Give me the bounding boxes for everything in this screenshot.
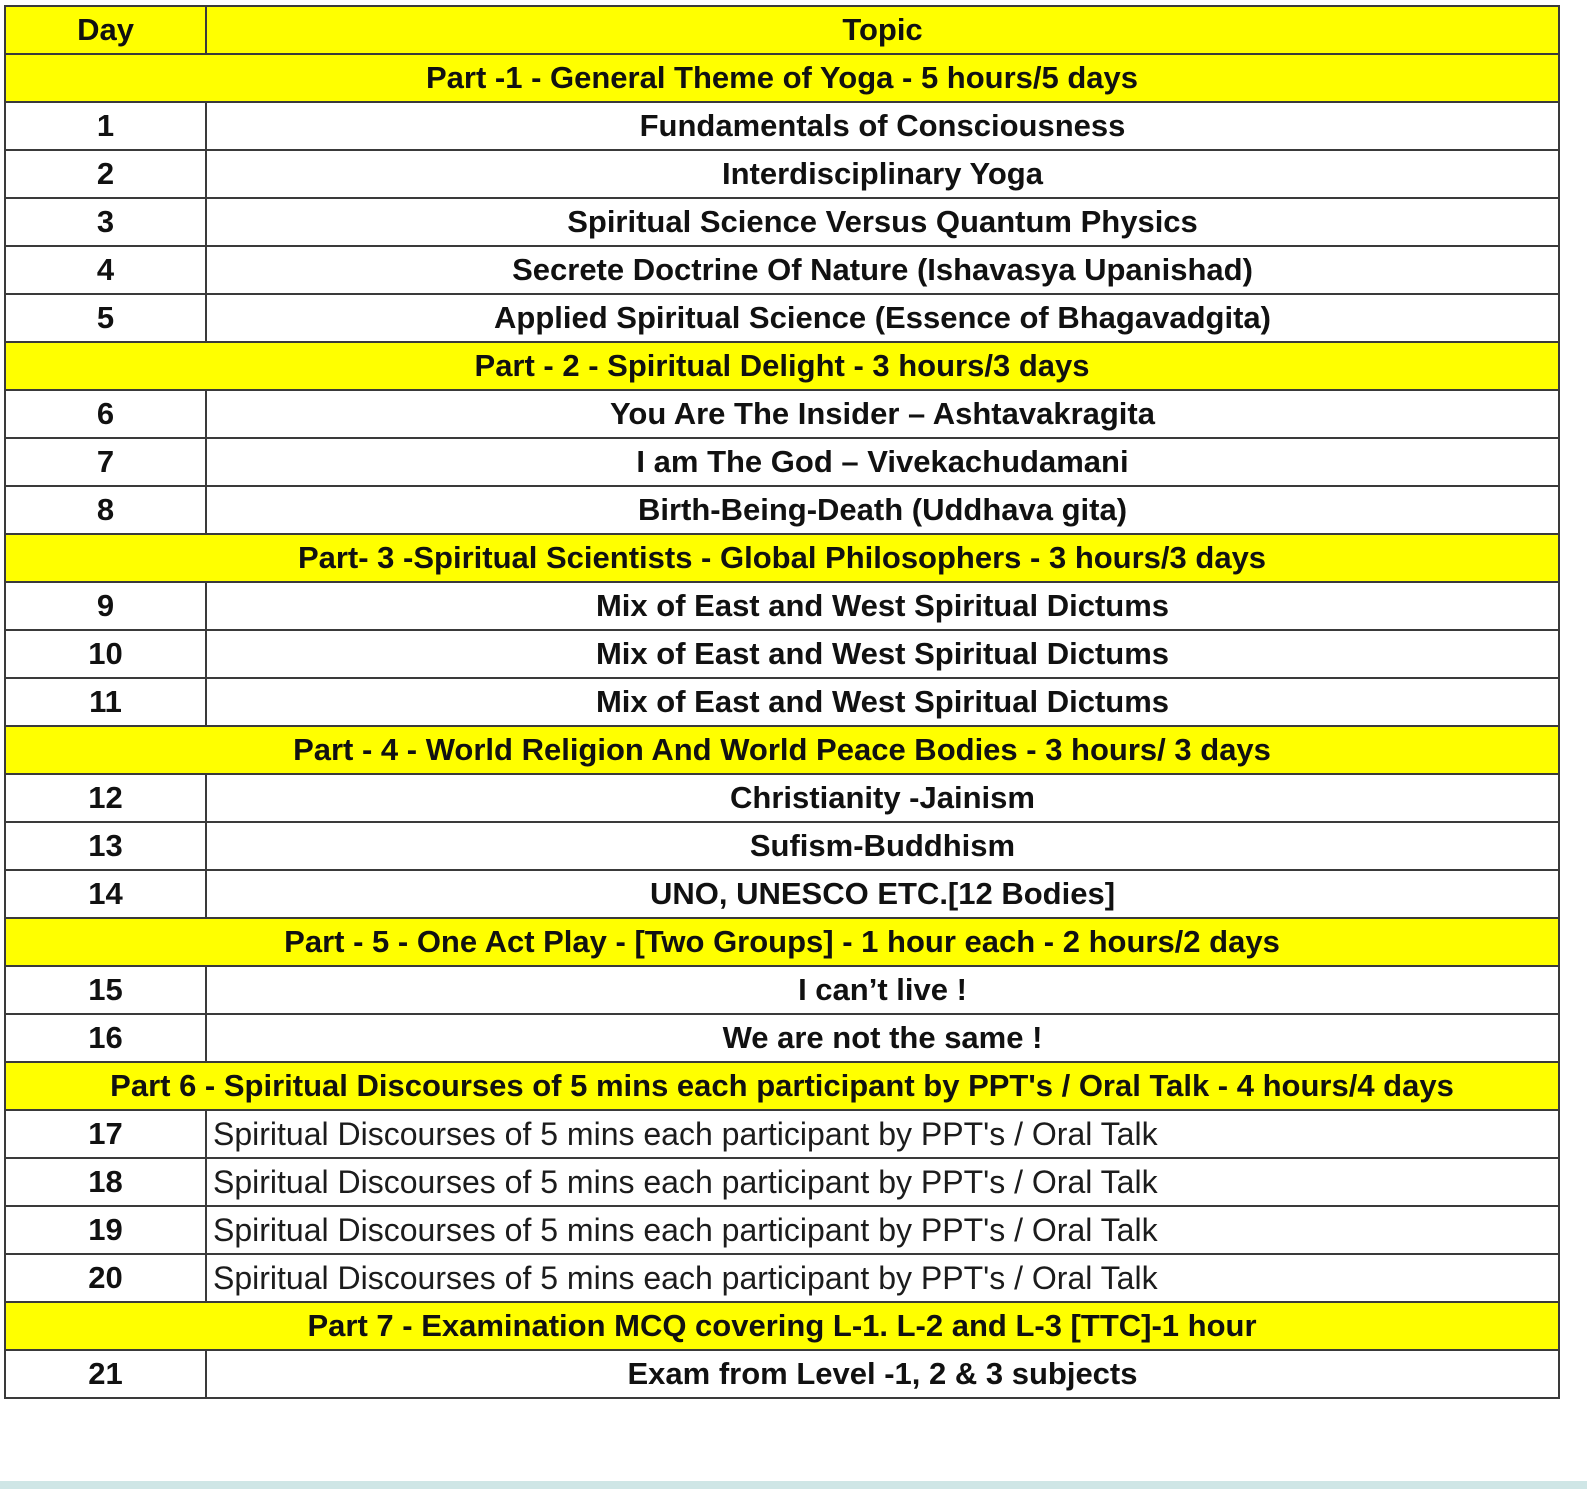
day-cell: 8 — [5, 486, 206, 534]
part-row — [5, 1302, 1559, 1350]
part-title: Part- 3 -Spiritual Scientists - Global Philosophers - 3 hours/3 days — [5, 534, 1559, 582]
table-row — [5, 870, 1559, 918]
day-cell: 10 — [5, 630, 206, 678]
topic-cell: Birth-Being-Death (Uddhava gita) — [206, 486, 1559, 534]
topic-cell: Mix of East and West Spiritual Dictums — [206, 630, 1559, 678]
topic-cell: Applied Spiritual Science (Essence of Bhagavadgita) — [206, 294, 1559, 342]
topic-cell: Exam from Level -1, 2 & 3 subjects — [206, 1350, 1559, 1398]
day-cell: 5 — [5, 294, 206, 342]
part-title: Part 6 - Spiritual Discourses of 5 mins each participant by PPT's / Oral Talk - 4 hours/4 days — [5, 1062, 1559, 1110]
topic-cell: We are not the same ! — [206, 1014, 1559, 1062]
topic-cell: I can’t live ! — [206, 966, 1559, 1014]
table-row — [5, 1254, 1559, 1302]
day-cell: 15 — [5, 966, 206, 1014]
part-title: Part - 5 - One Act Play - [Two Groups] - 1 hour each - 2 hours/2 days — [5, 918, 1559, 966]
header-day: Day — [5, 6, 206, 54]
part-row — [5, 534, 1559, 582]
table-row — [5, 198, 1559, 246]
table-row — [5, 1014, 1559, 1062]
table-row — [5, 246, 1559, 294]
topic-cell: Spiritual Discourses of 5 mins each participant by PPT's / Oral Talk — [206, 1158, 1559, 1206]
day-cell: 13 — [5, 822, 206, 870]
day-cell: 16 — [5, 1014, 206, 1062]
bottom-strip — [0, 1481, 1587, 1489]
part-row — [5, 342, 1559, 390]
day-cell: 21 — [5, 1350, 206, 1398]
table-row — [5, 294, 1559, 342]
table-row — [5, 486, 1559, 534]
table-row — [5, 1350, 1559, 1398]
day-cell: 17 — [5, 1110, 206, 1158]
day-cell: 14 — [5, 870, 206, 918]
table-row — [5, 1158, 1559, 1206]
part-row — [5, 1062, 1559, 1110]
day-cell: 2 — [5, 150, 206, 198]
table-row — [5, 822, 1559, 870]
part-title: Part - 4 - World Religion And World Peace Bodies - 3 hours/ 3 days — [5, 726, 1559, 774]
table-row — [5, 102, 1559, 150]
topic-cell: Secrete Doctrine Of Nature (Ishavasya Upanishad) — [206, 246, 1559, 294]
part-title: Part -1 - General Theme of Yoga - 5 hours/5 days — [5, 54, 1559, 102]
day-cell: 4 — [5, 246, 206, 294]
day-cell: 18 — [5, 1158, 206, 1206]
topic-cell: UNO, UNESCO ETC.[12 Bodies] — [206, 870, 1559, 918]
day-cell: 20 — [5, 1254, 206, 1302]
schedule-table — [4, 5, 1560, 1399]
day-cell: 1 — [5, 102, 206, 150]
table-row — [5, 438, 1559, 486]
topic-cell: You Are The Insider – Ashtavakragita — [206, 390, 1559, 438]
topic-cell: Mix of East and West Spiritual Dictums — [206, 678, 1559, 726]
part-row — [5, 918, 1559, 966]
topic-cell: Spiritual Discourses of 5 mins each participant by PPT's / Oral Talk — [206, 1110, 1559, 1158]
table-row — [5, 1110, 1559, 1158]
table-row — [5, 150, 1559, 198]
table-row — [5, 774, 1559, 822]
part-title: Part - 2 - Spiritual Delight - 3 hours/3 days — [5, 342, 1559, 390]
topic-cell: Fundamentals of Consciousness — [206, 102, 1559, 150]
day-cell: 11 — [5, 678, 206, 726]
table-row — [5, 582, 1559, 630]
topic-cell: Christianity -Jainism — [206, 774, 1559, 822]
topic-cell: Sufism-Buddhism — [206, 822, 1559, 870]
topic-cell: Spiritual Discourses of 5 mins each participant by PPT's / Oral Talk — [206, 1254, 1559, 1302]
part-row — [5, 726, 1559, 774]
day-cell: 3 — [5, 198, 206, 246]
part-row — [5, 54, 1559, 102]
header-row — [5, 6, 1559, 54]
table-row — [5, 678, 1559, 726]
table-row — [5, 966, 1559, 1014]
day-cell: 9 — [5, 582, 206, 630]
topic-cell: Interdisciplinary Yoga — [206, 150, 1559, 198]
day-cell: 12 — [5, 774, 206, 822]
table-row — [5, 1206, 1559, 1254]
table-row — [5, 390, 1559, 438]
topic-cell: Mix of East and West Spiritual Dictums — [206, 582, 1559, 630]
part-title: Part 7 - Examination MCQ covering L-1. L-2 and L-3 [TTC]-1 hour — [5, 1302, 1559, 1350]
topic-cell: I am The God – Vivekachudamani — [206, 438, 1559, 486]
header-topic: Topic — [206, 6, 1559, 54]
day-cell: 19 — [5, 1206, 206, 1254]
schedule-body — [5, 6, 1559, 1398]
topic-cell: Spiritual Science Versus Quantum Physics — [206, 198, 1559, 246]
day-cell: 6 — [5, 390, 206, 438]
table-row — [5, 630, 1559, 678]
day-cell: 7 — [5, 438, 206, 486]
topic-cell: Spiritual Discourses of 5 mins each participant by PPT's / Oral Talk — [206, 1206, 1559, 1254]
